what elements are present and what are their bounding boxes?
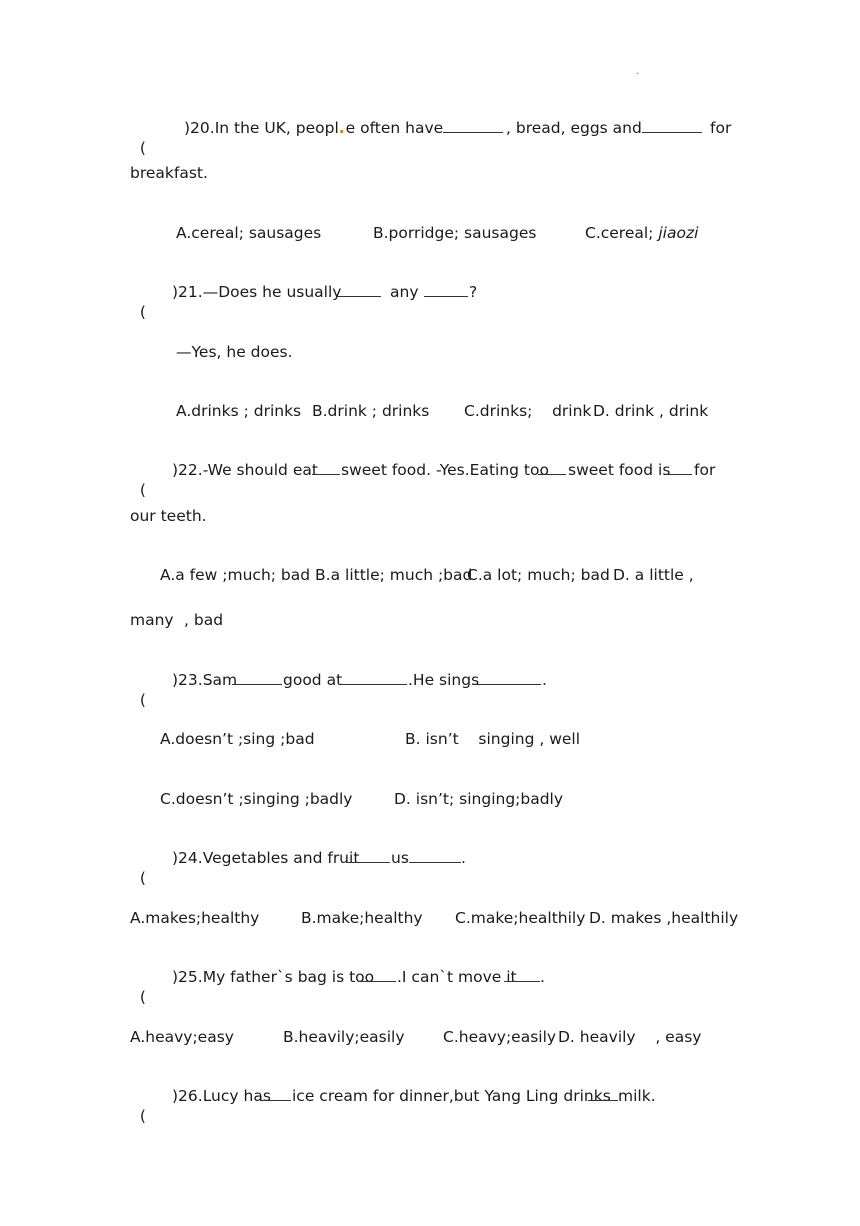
q20-line2: breakfast. [130,164,208,182]
q23-text-c: .He sings [408,671,480,689]
q20-option-a: A.cereal; sausages [176,224,322,242]
q23-paren: ( [139,691,146,709]
q24-option-a: A.makes;healthy [130,909,260,927]
q21-answer: —Yes, he does. [176,343,293,361]
q24-blank-2[interactable] [409,848,461,863]
q26-blank-2[interactable] [588,1086,618,1101]
q21-option-d: D. drink , drink [593,402,709,420]
q22-options-ab: A.a few ;much; bad B.a little; much ;bad [160,566,473,584]
q26-text-c: milk. [618,1087,656,1105]
q21-option-c: C.drinks; drink [464,402,592,420]
q20-text-d: for [710,119,732,137]
q25-option-c: C.heavy;easily [443,1028,557,1046]
q23-text-a: )23.Sam [172,671,238,689]
q20-text-a: )20.In the UK, peopl [184,119,339,137]
q22-text-d: for [694,461,716,479]
q24-text-b: us [391,849,409,867]
q23-blank-1[interactable] [232,670,282,685]
q20-text-b: e often have [345,119,444,137]
q21-option-a: A.drinks ; drinks [176,402,302,420]
q20-option-c: C.cereal; jiaozi [585,224,699,242]
q26-text-a: )26.Lucy has [172,1087,271,1105]
q22-blank-2[interactable] [538,460,566,475]
q21-option-b: B.drink ; drinks [312,402,430,420]
q22-paren: ( [139,481,146,499]
q25-option-a: A.heavy;easy [130,1028,234,1046]
q23-text-d: . [542,671,547,689]
q22-option-d-cont-b: , bad [184,611,224,629]
q21-text-a: )21.—Does he usually [172,283,342,301]
q24-option-c: C.make;healthily [455,909,586,927]
q21-text-c: ? [469,283,478,301]
q21-blank-2[interactable] [424,282,468,297]
q22-line2: our teeth. [130,507,207,525]
q25-option-d: D. heavily , easy [558,1028,702,1046]
q25-option-b: B.heavily;easily [283,1028,405,1046]
q22-option-d: D. a little , [613,566,694,584]
q22-text-c: sweet food is [568,461,671,479]
q24-option-b: B.make;healthy [301,909,423,927]
q25-blank-1[interactable] [358,967,396,982]
q23-option-c: C.doesn’t ;singing ;badly [160,790,353,808]
q21-text-b: any [390,283,419,301]
q22-option-d-cont-a: many [130,611,174,629]
q25-paren: ( [139,988,146,1006]
q26-paren: ( [139,1107,146,1125]
q20-paren: ( [139,139,146,157]
q23-blank-2[interactable] [341,670,407,685]
question-26-line [130,1086,656,1226]
q23-option-b: B. isn’t singing , well [405,730,581,748]
q24-text-a: )24.Vegetables and fruit [172,849,360,867]
q20-mark: . [338,119,345,137]
q25-text-c: . [540,968,545,986]
q23-option-d: D. isn’t; singing;badly [394,790,564,808]
q23-blank-3[interactable] [475,670,541,685]
q25-text-a: )25.My father`s bag is too [172,968,375,986]
q26-text-b: ice cream for dinner,but Yang Ling drinks [292,1087,611,1105]
q22-text-a: )22.-We should eat [172,461,318,479]
q24-paren: ( [139,869,146,887]
q21-blank-1[interactable] [337,282,381,297]
q24-option-d: D. makes ,healthily [589,909,739,927]
q22-option-c: C.a lot; much; bad [467,566,610,584]
q21-paren: ( [139,303,146,321]
q20-blank-1[interactable] [443,118,503,133]
q20-option-b: B.porridge; sausages [373,224,537,242]
q26-blank-1[interactable] [261,1086,291,1101]
page-mark: . [636,66,640,77]
q20-blank-2[interactable] [642,118,702,133]
q24-blank-1[interactable] [346,848,390,863]
q24-text-c: . [461,849,466,867]
q20-text-c: , bread, eggs and [506,119,642,137]
q23-option-a: A.doesn’t ;sing ;bad [160,730,315,748]
q25-blank-2[interactable] [504,967,540,982]
q23-text-b: good at [283,671,343,689]
q22-text-b: sweet food. -Yes.Eating too [341,461,549,479]
q22-blank-3[interactable] [664,460,692,475]
q22-blank-1[interactable] [312,460,340,475]
q25-text-b: .I can`t move it [397,968,517,986]
